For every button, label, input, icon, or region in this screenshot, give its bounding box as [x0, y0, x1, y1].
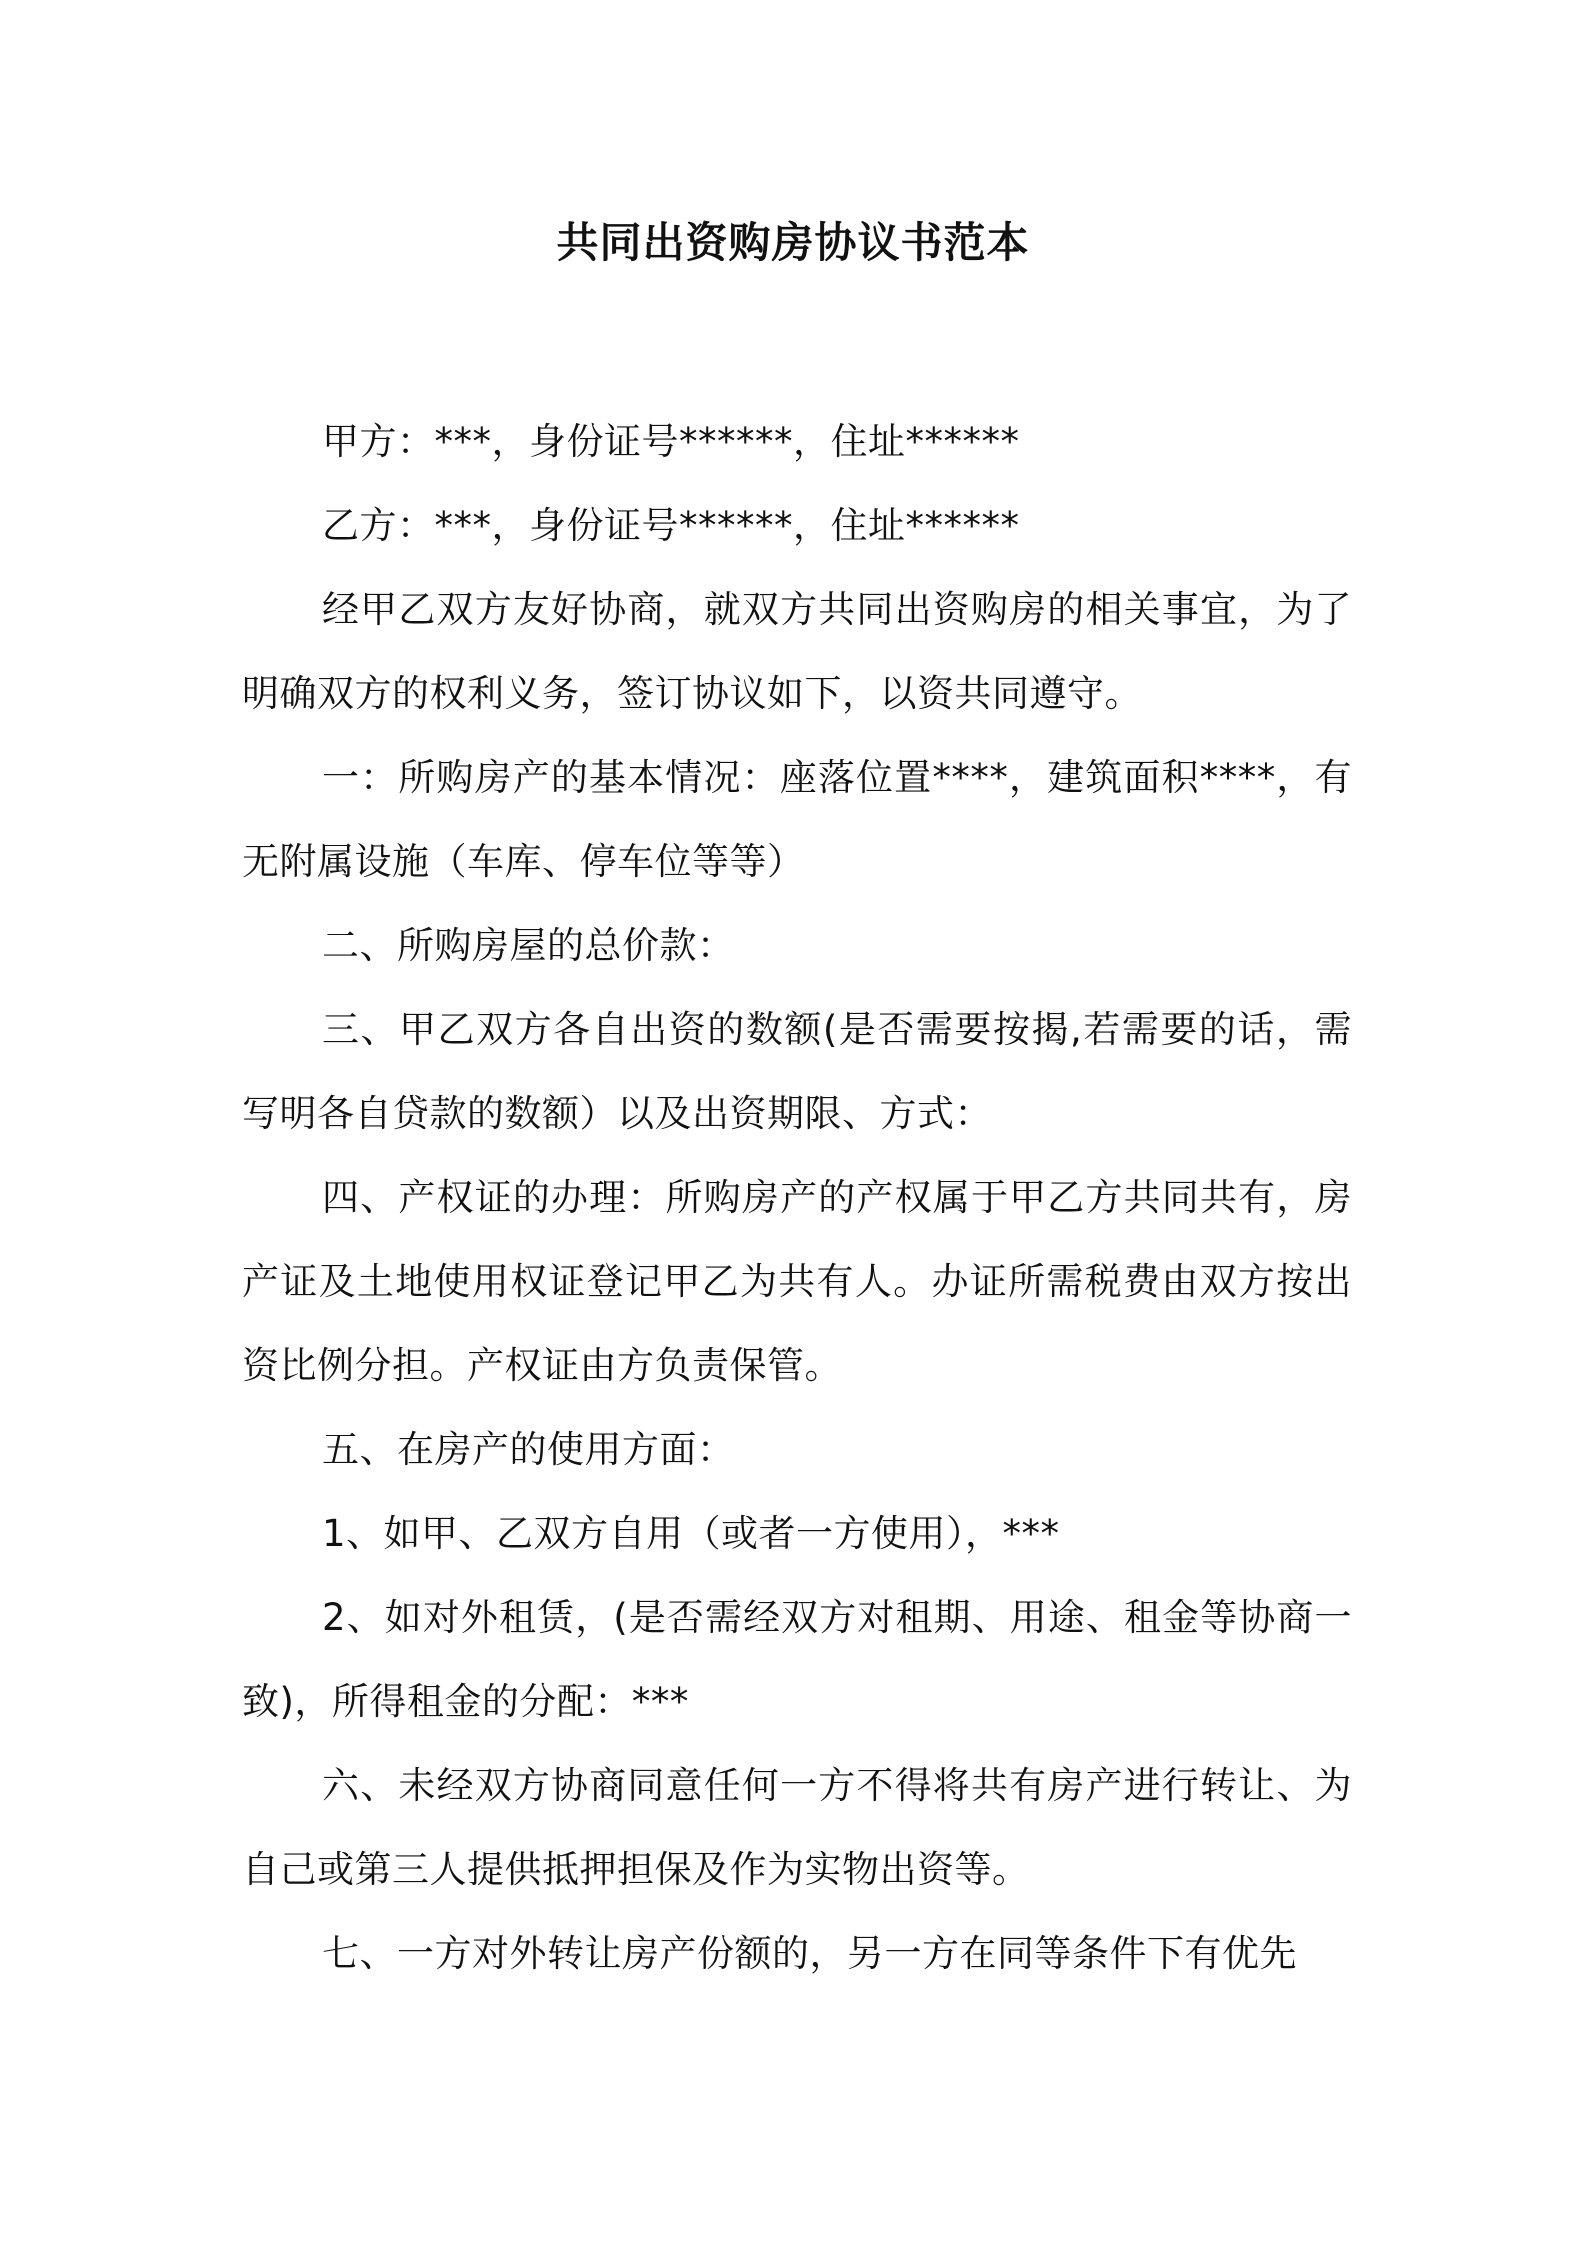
document-title: 共同出资购房协议书范本	[556, 218, 1030, 267]
document-body	[242, 400, 1352, 1996]
clause-7-preemption: 七、一方对外转让房产份额的，另一方在同等条件下有优先	[322, 1932, 1297, 1975]
clause-4-title-certificate: 四、产权证的办理：所购房产的产权属于甲乙方共同共有，房产证及土地使用权证登记甲乙为共有人。办证所需税费由双方按出资比例分担。产权证由方负责保管。	[242, 1176, 1352, 1387]
clause-2-total-price: 二、所购房屋的总价款：	[322, 924, 735, 967]
preamble-paragraph: 经甲乙双方友好协商，就双方共同出资购房的相关事宜，为了明确双方的权利义务，签订协议如下，以资共同遵守。	[242, 588, 1352, 715]
party-b-line: 乙方：***，身份证号******，住址******	[322, 504, 1020, 547]
clause-5-usage: 五、在房产的使用方面：	[322, 1428, 735, 1471]
clause-1-property-info: 一：所购房产的基本情况：座落位置****，建筑面积****，有无附属设施（车库、停车位等等）	[242, 756, 1352, 883]
party-a-line: 甲方：***，身份证号******，住址******	[322, 420, 1020, 463]
clause-5-item-2: 2、如对外租赁，(是否需经双方对租期、用途、租金等协商一致)，所得租金的分配：***	[242, 1596, 1352, 1723]
clause-5-item-1: 1、如甲、乙双方自用（或者一方使用），***	[322, 1512, 1060, 1555]
clause-3-contributions: 三、甲乙双方各自出资的数额(是否需要按揭,若需要的话，需写明各自贷款的数额）以及出资期限、方式：	[242, 1008, 1352, 1135]
clause-6-restrictions: 六、未经双方协商同意任何一方不得将共有房产进行转让、为自己或第三人提供抵押担保及作为实物出资等。	[242, 1764, 1352, 1891]
